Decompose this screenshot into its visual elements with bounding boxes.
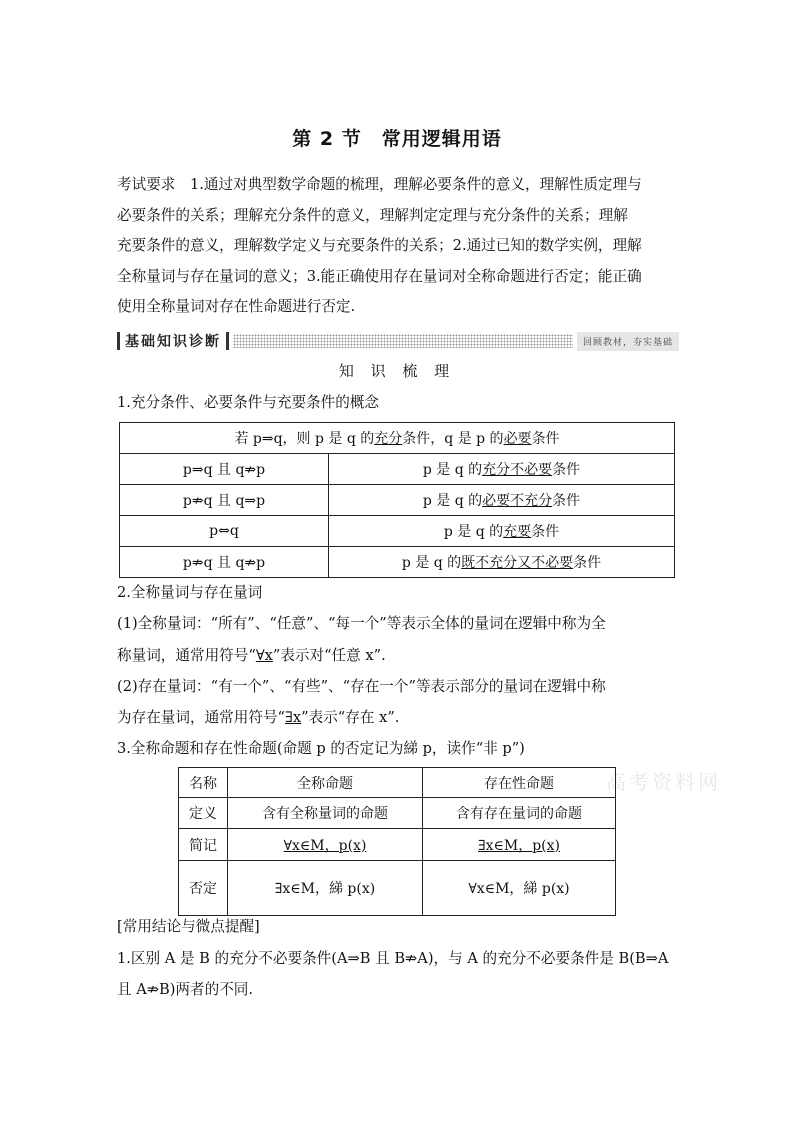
relation-underlined: 充要 (503, 524, 532, 540)
relation-text: p 是 q 的 (422, 462, 483, 478)
notes-line: 1.区别 A 是 B 的充分不必要条件(A⇒B 且 B⇏A)，与 A 的充分不必要条件是 B(B⇒A (117, 950, 669, 967)
relation-cell (329, 485, 675, 516)
banner-subtitle: 回顾教材，夯实基础 (577, 332, 679, 351)
column-header: 全称命题 (228, 768, 423, 798)
row-label: 否定 (179, 861, 228, 916)
requirements-line: 全称量词与存在量词的意义；3.能正确使用存在量词对全称命题进行否定；能正确 (117, 267, 642, 285)
condition-cell: p⇏q 且 q⇏p (120, 547, 329, 578)
condition-cell: p⇒q 且 q⇏p (120, 454, 329, 485)
relation-underlined: 既不充分又不必要 (461, 555, 574, 571)
relation-text: p 是 q 的 (443, 524, 504, 540)
conditions-table (119, 422, 675, 578)
relation-cell (329, 547, 675, 578)
relation-text: p 是 q 的 (422, 493, 483, 509)
banner-dots (233, 334, 573, 348)
requirements-line: 考试要求 1.通过对典型数学命题的梳理，理解必要条件的意义，理解性质定理与 (117, 176, 642, 193)
table-row (179, 861, 616, 916)
table-row (120, 547, 675, 578)
section2-para1-line1: (1)全称量词：“所有”、“任意”、“每一个”等表示全体的量词在逻辑中称为全 (117, 615, 606, 632)
relation-text: 条件 (531, 524, 560, 540)
table-cell: 含有全称量词的命题 (228, 798, 423, 829)
banner-bar (226, 332, 229, 350)
table-cell: 含有存在量词的命题 (423, 798, 616, 829)
para-text: 称量词，通常用符号“ (117, 647, 256, 664)
knowledge-subheading: 知 识 梳 理 (338, 362, 456, 380)
section2-para1-line2 (117, 645, 386, 667)
requirements-line: 必要条件的关系；理解充分条件的意义，理解判定定理与充分条件的关系；理解 (117, 206, 628, 224)
condition-cell: p⇏q 且 q⇒p (120, 485, 329, 516)
section2-heading: 2.全称量词与存在量词 (117, 584, 263, 601)
exists-symbol: ∃x (285, 709, 302, 726)
header-text: 条件，q 是 p 的 (402, 431, 504, 447)
para-text: 为存在量词，通常用符号“ (117, 709, 285, 726)
table-row (179, 768, 616, 798)
notes-heading: [常用结论与微点提醒] (117, 918, 260, 935)
section-banner (117, 330, 679, 352)
table-row (179, 829, 616, 861)
table-cell: ∃x∈M，綈 p(x) (228, 861, 423, 916)
section3-heading: 3.全称命题和存在性命题(命题 p 的否定记为綈 p，读作“非 p”) (117, 740, 525, 757)
section2-para2-line2 (117, 707, 399, 729)
condition-cell: p⇔q (120, 516, 329, 547)
relation-cell (329, 454, 675, 485)
exam-requirements (117, 170, 683, 323)
relation-text: 条件 (573, 555, 602, 571)
relation-underlined: 充分不必要 (482, 462, 553, 478)
relation-underlined: 必要不充分 (482, 493, 553, 509)
table-header-cell (120, 423, 675, 454)
table-cell: ∀x∈M，p(x) (228, 829, 423, 861)
row-label: 简记 (179, 829, 228, 861)
banner-label: 基础知识诊断 (125, 334, 221, 350)
para-text: ”表示对“任意 x”. (272, 647, 386, 664)
relation-text: 条件 (552, 462, 581, 478)
requirements-line: 使用全称量词对存在性命题进行否定. (117, 298, 356, 316)
column-header: 存在性命题 (423, 768, 616, 798)
relation-cell (329, 516, 675, 547)
section1-heading: 1.充分条件、必要条件与充要条件的概念 (117, 394, 380, 411)
table-row (120, 485, 675, 516)
forall-symbol: ∀x (255, 647, 273, 664)
table-row (120, 423, 675, 454)
table-cell: ∃x∈M，p(x) (423, 829, 616, 861)
table-row (179, 798, 616, 829)
row-label: 定义 (179, 798, 228, 829)
column-header: 名称 (179, 768, 228, 798)
header-underlined: 充分 (374, 431, 403, 447)
section2-para2-line1: (2)存在量词：“有一个”、“有些”、“存在一个”等表示部分的量词在逻辑中称 (117, 678, 606, 695)
header-underlined: 必要 (503, 431, 532, 447)
table-row (120, 516, 675, 547)
table-cell: ∀x∈M，綈 p(x) (423, 861, 616, 916)
propositions-table (178, 767, 616, 916)
page-title: 第 2 节 常用逻辑用语 (292, 128, 502, 150)
relation-text: 条件 (552, 493, 581, 509)
table-row (120, 454, 675, 485)
requirements-line: 充要条件的意义，理解数学定义与充要条件的关系；2.通过已知的数学实例，理解 (117, 237, 642, 255)
header-text: 若 p⇒q，则 p 是 q 的 (234, 431, 375, 447)
para-text: ”表示“存在 x”. (301, 709, 400, 726)
relation-text: p 是 q 的 (401, 555, 462, 571)
notes-line: 且 A⇏B)两者的不同. (117, 981, 254, 998)
header-text: 条件 (531, 431, 560, 447)
watermark: 高考资料网 (606, 770, 721, 794)
